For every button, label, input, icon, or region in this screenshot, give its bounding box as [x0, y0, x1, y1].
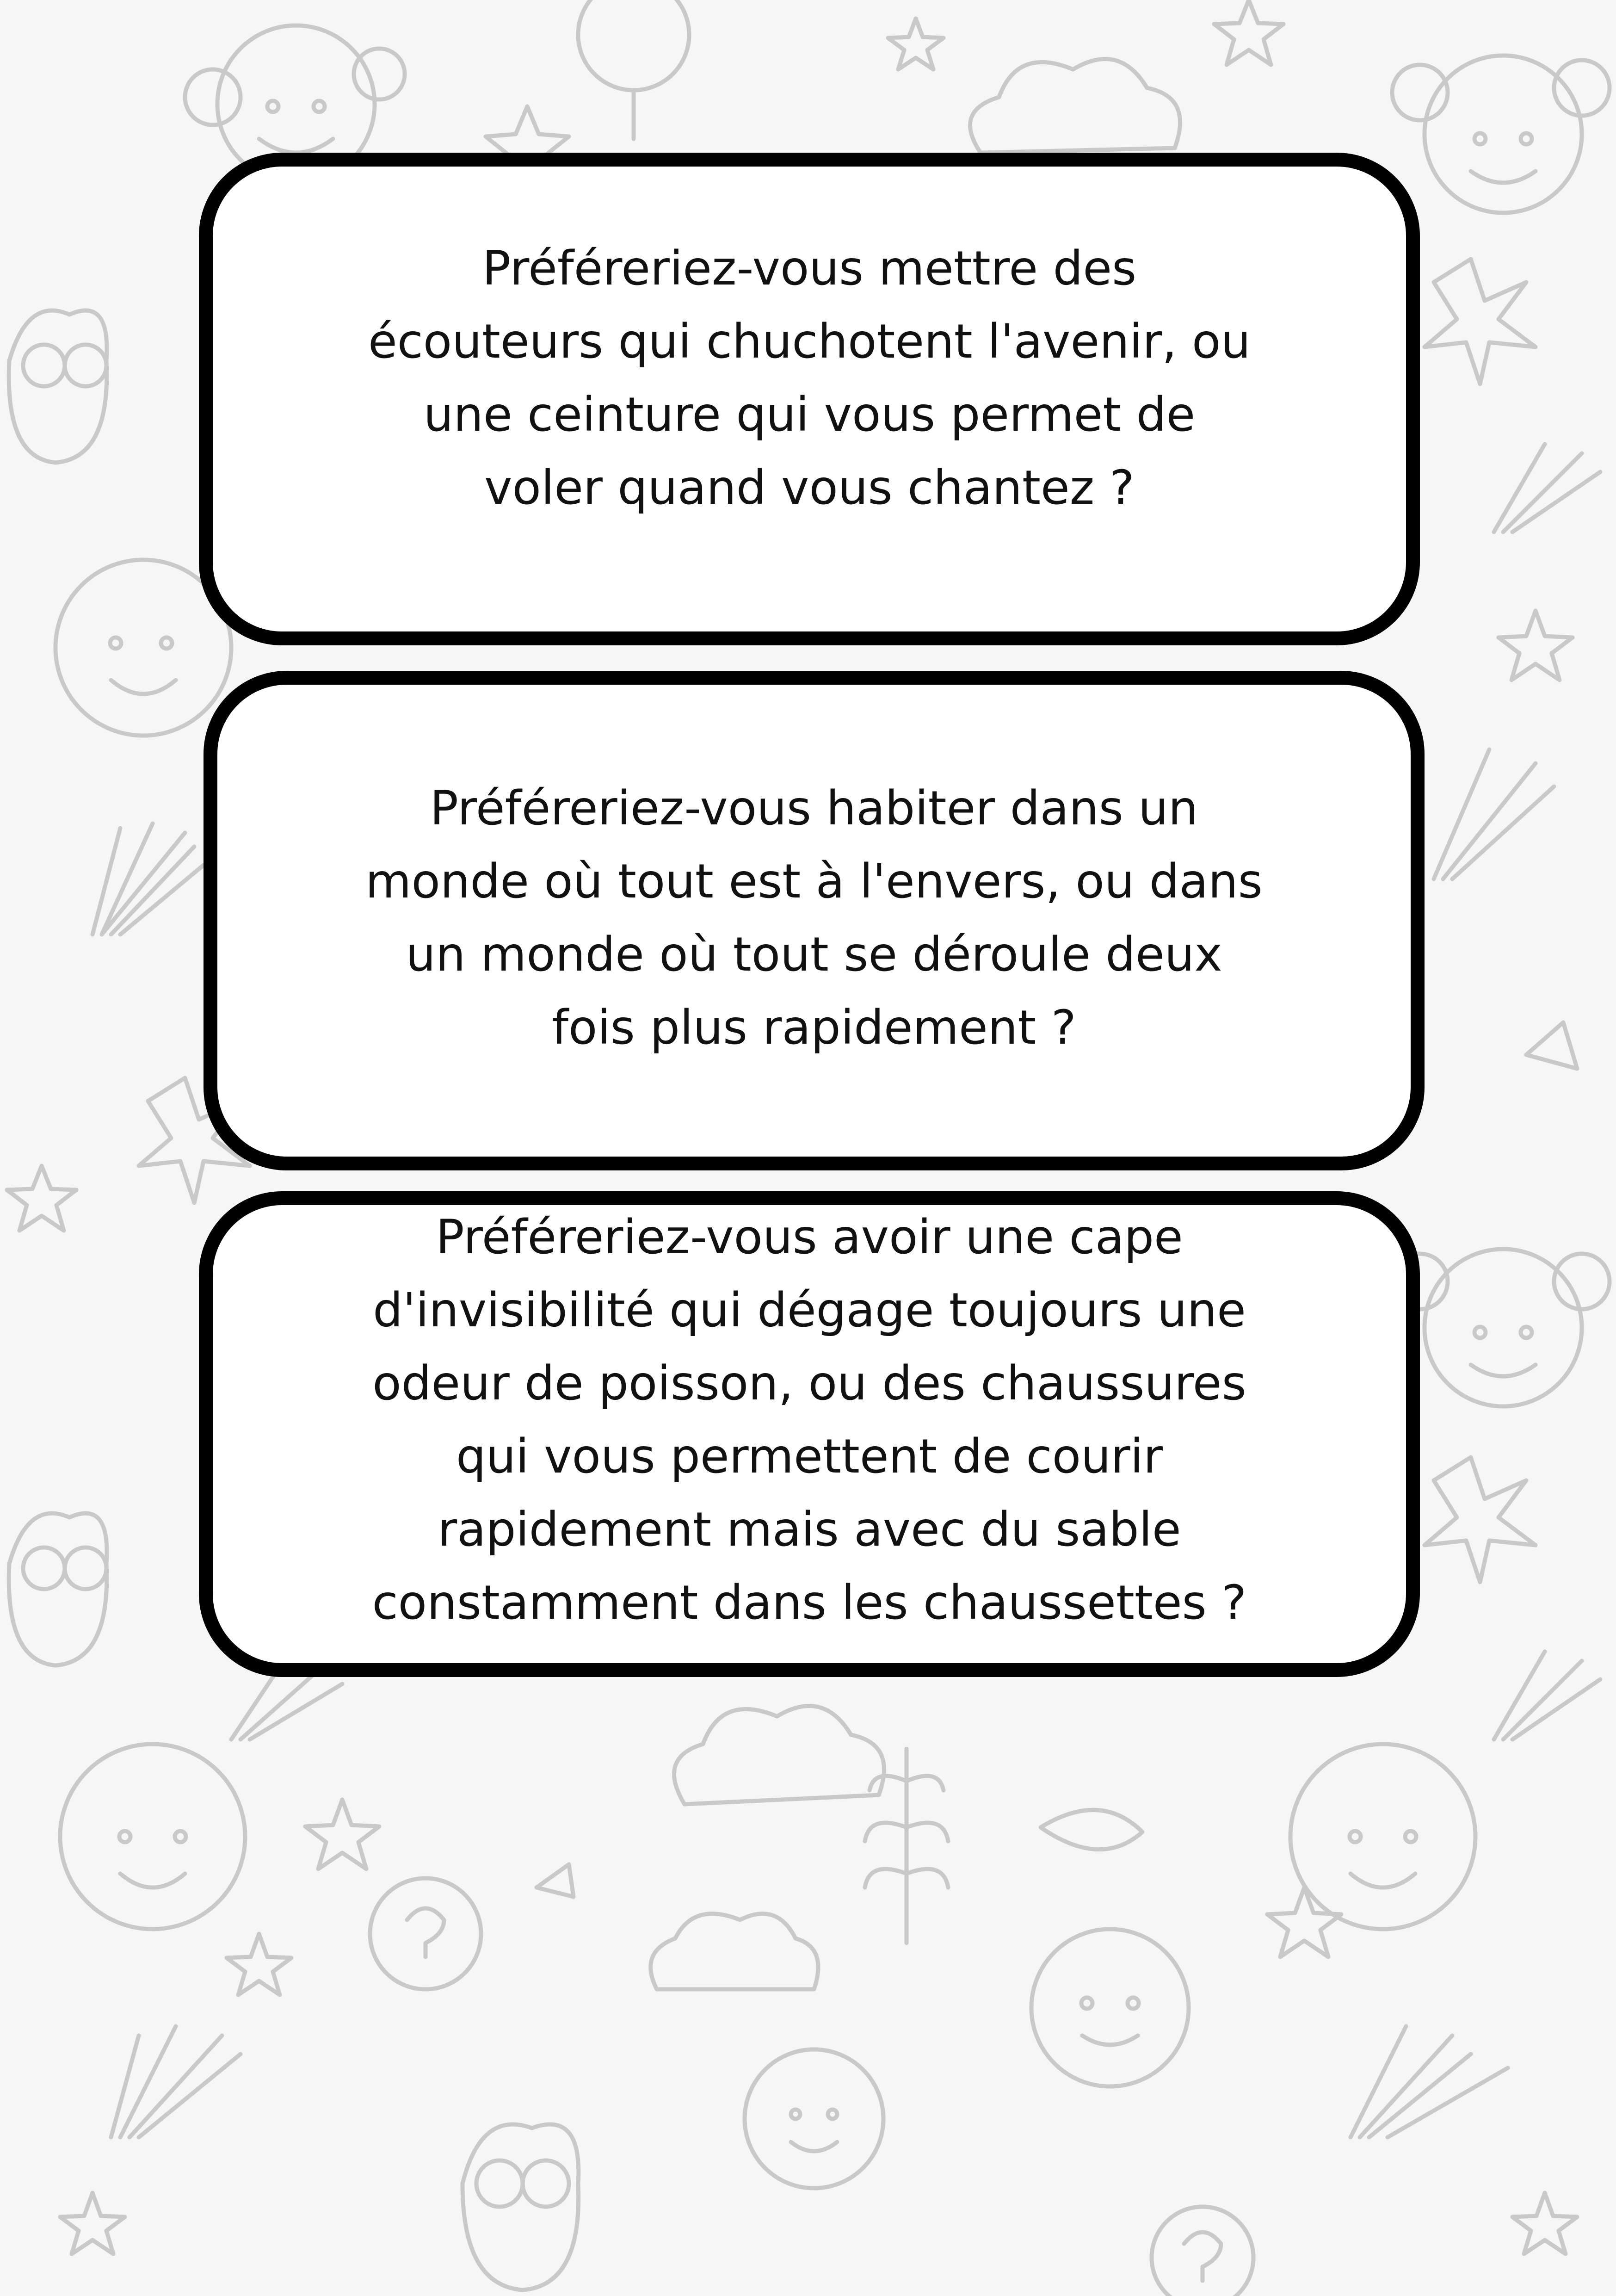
monkey-face-icon	[1031, 1929, 1189, 2086]
monkey-face-icon	[1392, 1249, 1610, 1406]
spark-icon	[1425, 259, 1536, 384]
monkey-face-icon	[745, 2049, 883, 2188]
open-book-icon	[1434, 749, 1554, 879]
open-book-icon	[93, 823, 204, 934]
star-icon	[60, 2193, 125, 2254]
question-bubble-icon	[1152, 2207, 1253, 2296]
open-book-icon	[1494, 444, 1600, 532]
star-icon	[7, 1166, 76, 1231]
star-icon	[888, 19, 944, 69]
star-icon	[227, 1934, 291, 1995]
star-icon	[305, 1800, 379, 1869]
leaf-icon	[1041, 1810, 1142, 1849]
owl-icon	[9, 1513, 107, 1665]
monkey-face-icon	[1392, 56, 1610, 213]
triangle-icon	[1526, 1022, 1577, 1069]
open-book-icon	[1494, 1652, 1600, 1739]
question-text-2: Préféreriez-vous habiter dans un monde où tout est à l'envers, ou dans un monde où tout se déroule deux fois plus rapidement ?	[365, 781, 1263, 1055]
star-icon	[1267, 1888, 1341, 1957]
star-icon	[1499, 611, 1573, 680]
open-book-icon	[1351, 2026, 1508, 2137]
cloud-icon	[674, 1706, 884, 1805]
owl-icon	[463, 2124, 579, 2290]
tree-icon	[578, 0, 689, 139]
question-card-3	[199, 1191, 1420, 1677]
cloud-icon	[651, 1914, 818, 1989]
cloud-icon	[970, 59, 1180, 153]
open-book-icon	[111, 2026, 241, 2137]
star-icon	[1214, 0, 1283, 65]
owl-icon	[9, 310, 107, 463]
star-icon	[1512, 2193, 1577, 2254]
leafy-branch-icon	[865, 1749, 948, 1943]
triangle-icon	[537, 1864, 574, 1897]
question-text-3: Préféreriez-vous avoir une cape d'invisibilité qui dégage toujours une odeur de poisson, ou des chaussures qui vous permettent de courir rapidement mais avec du sable constamment dans les chaussettes ?	[372, 1210, 1247, 1630]
monkey-face-icon	[1290, 1744, 1475, 1929]
spark-icon	[1425, 1457, 1536, 1582]
question-card-1	[199, 153, 1420, 645]
monkey-face-icon	[60, 1744, 245, 1929]
question-text-1: Préféreriez-vous mettre des écouteurs qui chuchotent l'avenir, ou une ceinture qui vous permet de voler quand vous chantez ?	[368, 241, 1251, 515]
question-bubble-icon	[370, 1878, 481, 1989]
question-card-2	[204, 671, 1425, 1170]
